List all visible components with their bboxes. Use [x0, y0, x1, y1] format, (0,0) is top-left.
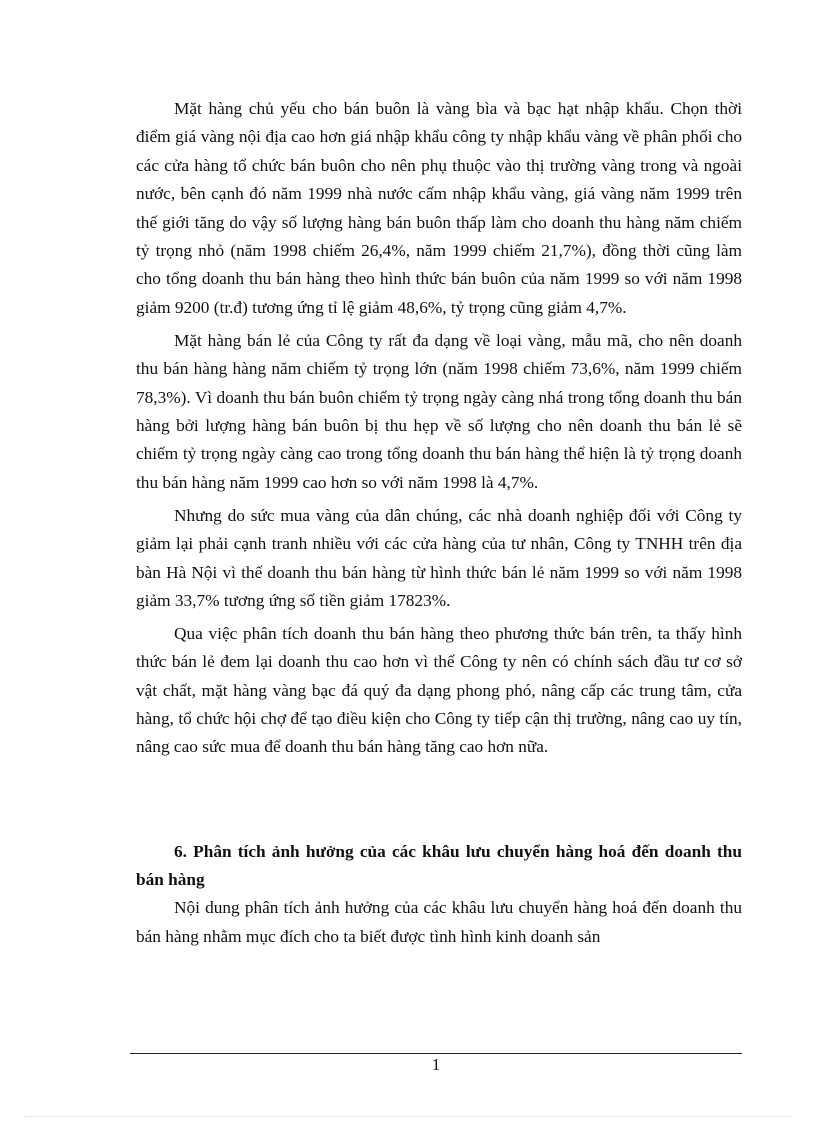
paragraph-wholesale: Mặt hàng chủ yếu cho bán buôn là vàng bìa và bạc hạt nhập khẩu. Chọn thời điểm giá vàng nội địa cao hơn giá nhập khẩu công ty nhập khẩu vàng về phân phối cho các cửa hàng tổ chức bán buôn cho nên phụ thuộc vào thị trường vàng trong và ngoài nước, bên cạnh đó năm 1999 nhà nước cấm nhập khẩu vàng, giá vàng năm 1999 trên thế giới tăng do vậy số lượng hàng bán buôn thấp làm cho doanh thu hàng năm chiếm tỷ trọng nhỏ (năm 1998 chiếm 26,4%, năm 1999 chiếm 21,7%), đồng thời cũng làm cho tổng doanh thu bán hàng theo hình thức bán buôn của năm 1999 so với năm 1998 giảm 9200 (tr.đ) tương ứng tỉ lệ giảm 48,6%, tỷ trọng cũng giảm 4,7%. — [136, 99, 742, 317]
section-heading: 6. Phân tích ảnh hưởng của các khâu lưu chuyển hàng hoá đến doanh thu bán hàng — [136, 842, 742, 890]
paragraph-competition: Nhưng do sức mua vàng của dân chúng, các nhà doanh nghiệp đối với Công ty giảm lại phải cạnh tranh nhiều với các cửa hàng của tư nhân, Công ty TNHH trên địa bàn Hà Nội vì thế doanh thu bán hàng từ hình thức bán lẻ năm 1999 so với năm 1998 giảm 33,7% tương ứng số tiền giảm 17823%. — [136, 505, 742, 610]
section-spacer — [136, 766, 742, 838]
footer-divider — [130, 1053, 742, 1054]
page-bottom-edge — [24, 1116, 792, 1117]
paragraph-conclusion: Qua việc phân tích doanh thu bán hàng theo phương thức bán trên, ta thấy hình thức bán lẻ đem lại doanh thu cao hơn vì thế Công ty nên có chính sách đầu tư cơ sở vật chất, mặt hàng vàng bạc đá quý đa dạng phong phó, nâng cấp các trung tâm, cửa hàng, tổ chức hội chợ để tạo điều kiện cho Công ty tiếp cận thị trường, nâng cao uy tín, nâng cao sức mua để doanh thu bán hàng tăng cao hơn nữa. — [136, 623, 742, 757]
page-number: 1 — [431, 1055, 441, 1074]
paragraph-retail: Mặt hàng bán lẻ của Công ty rất đa dạng về loại vàng, mẫu mã, cho nên doanh thu bán hàng hàng năm chiếm tỷ trọng lớn (năm 1998 chiếm 73,6%, năm 1999 chiếm 78,3%). Vì doanh thu bán buôn chiếm tỷ trọng ngày càng nhá trong tổng doanh thu bán hàng bởi lượng hàng bán buôn bị thu hẹp về số lượng cho nên doanh thu bán lẻ sẽ chiếm tỷ trọng ngày càng cao trong tổng doanh thu bán hàng thể hiện là tỷ trọng doanh thu bán hàng năm 1999 cao hơn so với năm 1998 là 4,7%. — [136, 330, 742, 492]
section-paragraph: Nội dung phân tích ảnh hưởng của các khâu lưu chuyển hàng hoá đến doanh thu bán hàng nhằm mục đích cho ta biết được tình hình kinh doanh sản — [136, 898, 742, 946]
document-body — [136, 95, 742, 956]
